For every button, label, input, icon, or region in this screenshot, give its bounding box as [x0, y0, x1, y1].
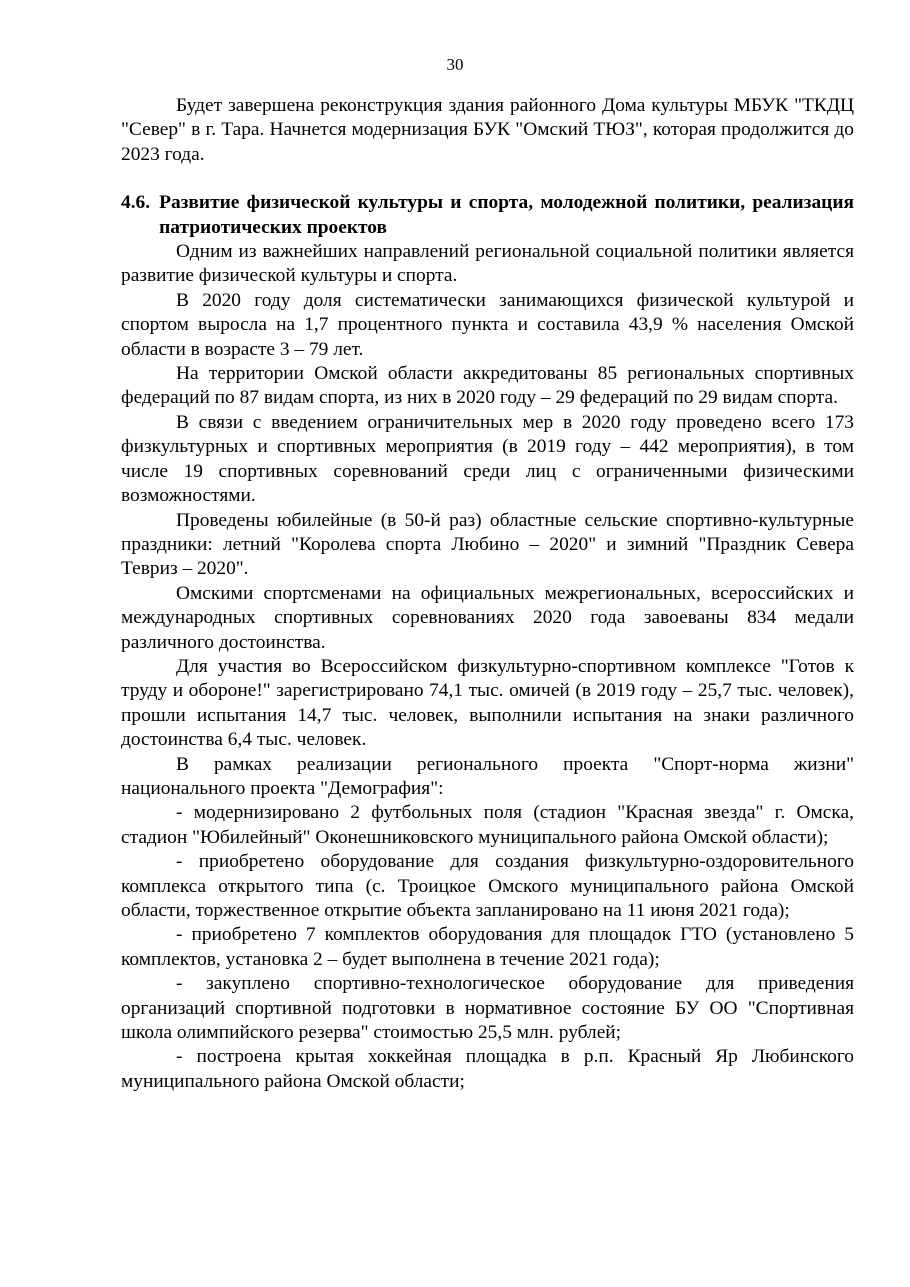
section-number: 4.6.: [121, 192, 151, 214]
body-paragraph: Для участия во Всероссийском физкультурно-спортивном комплексе "Готов к труду и обороне!" зарегистрировано 74,1 тыс. омичей (в 2019 году – 25,7 тыс. человек), прошли испытания 14,7 тыс. человек, выполнили испытания на знаки различного достоинства 6,4 тыс. человек.: [121, 655, 854, 751]
body-paragraph: В рамках реализации регионального проекта "Спорт-норма жизни" национального проекта "Демография":: [121, 753, 854, 799]
section-title: Развитие физической культуры и спорта, молодежной политики, реализация патриотических проектов: [159, 192, 854, 238]
list-item: - приобретено оборудование для создания физкультурно-оздоровительного комплекса открытого типа (с. Троицкое Омского муниципального района Омской области, торжественное открытие объекта запланировано на 11 июня 2021 года);: [121, 851, 854, 921]
body-paragraph: На территории Омской области аккредитованы 85 региональных спортивных федераций по 87 видам спорта, из них в 2020 году – 29 федераций по 29 видам спорта.: [121, 363, 854, 409]
intro-paragraph: Будет завершена реконструкция здания районного Дома культуры МБУК "ТКДЦ "Север" в г. Тара. Начнется модернизация БУК "Омский ТЮЗ", которая продолжится до 2023 года.: [121, 95, 854, 165]
body-paragraph: Омскими спортсменами на официальных межрегиональных, всероссийских и международных спортивных соревнованиях 2020 года завоеваны 834 медали различного достоинства.: [121, 582, 854, 653]
page-body: [121, 94, 854, 1094]
list-item: - построена крытая хоккейная площадка в р.п. Красный Яр Любинского муниципального района Омской области;: [121, 1046, 854, 1092]
body-paragraph: В 2020 году доля систематически занимающихся физической культурой и спортом выросла на 1,7 процентного пункта и составила 43,9 % населения Омской области в возрасте 3 – 79 лет.: [121, 289, 854, 360]
list-item: - приобретено 7 комплектов оборудования для площадок ГТО (установлено 5 комплектов, установка 2 – будет выполнена в течение 2021 года);: [121, 924, 854, 970]
list-item: - модернизировано 2 футбольных поля (стадион "Красная звезда" г. Омска, стадион "Юбилейный" Оконешниковского муниципального района Омской области);: [121, 802, 854, 848]
page-number: 30: [446, 55, 464, 74]
body-paragraph: В связи с введением ограничительных мер в 2020 году проведено всего 173 физкультурных и спортивных мероприятия (в 2019 году – 442 мероприятия), в том числе 19 спортивных соревнований среди лиц с ограниченными физическими возможностями.: [121, 411, 854, 507]
list-item: - закуплено спортивно-технологическое оборудование для приведения организаций спортивной подготовки в нормативное состояние БУ ОО "Спортивная школа олимпийского резерва" стоимостью 25,5 млн. рублей;: [121, 973, 854, 1044]
body-paragraph: Одним из важнейших направлений региональной социальной политики является развитие физической культуры и спорта.: [121, 241, 854, 287]
body-paragraph: Проведены юбилейные (в 50-й раз) областные сельские спортивно-культурные праздники: летний "Королева спорта Любино – 2020" и зимний "Праздник Севера Тевриз – 2020".: [121, 509, 854, 580]
section-heading: [121, 191, 854, 240]
